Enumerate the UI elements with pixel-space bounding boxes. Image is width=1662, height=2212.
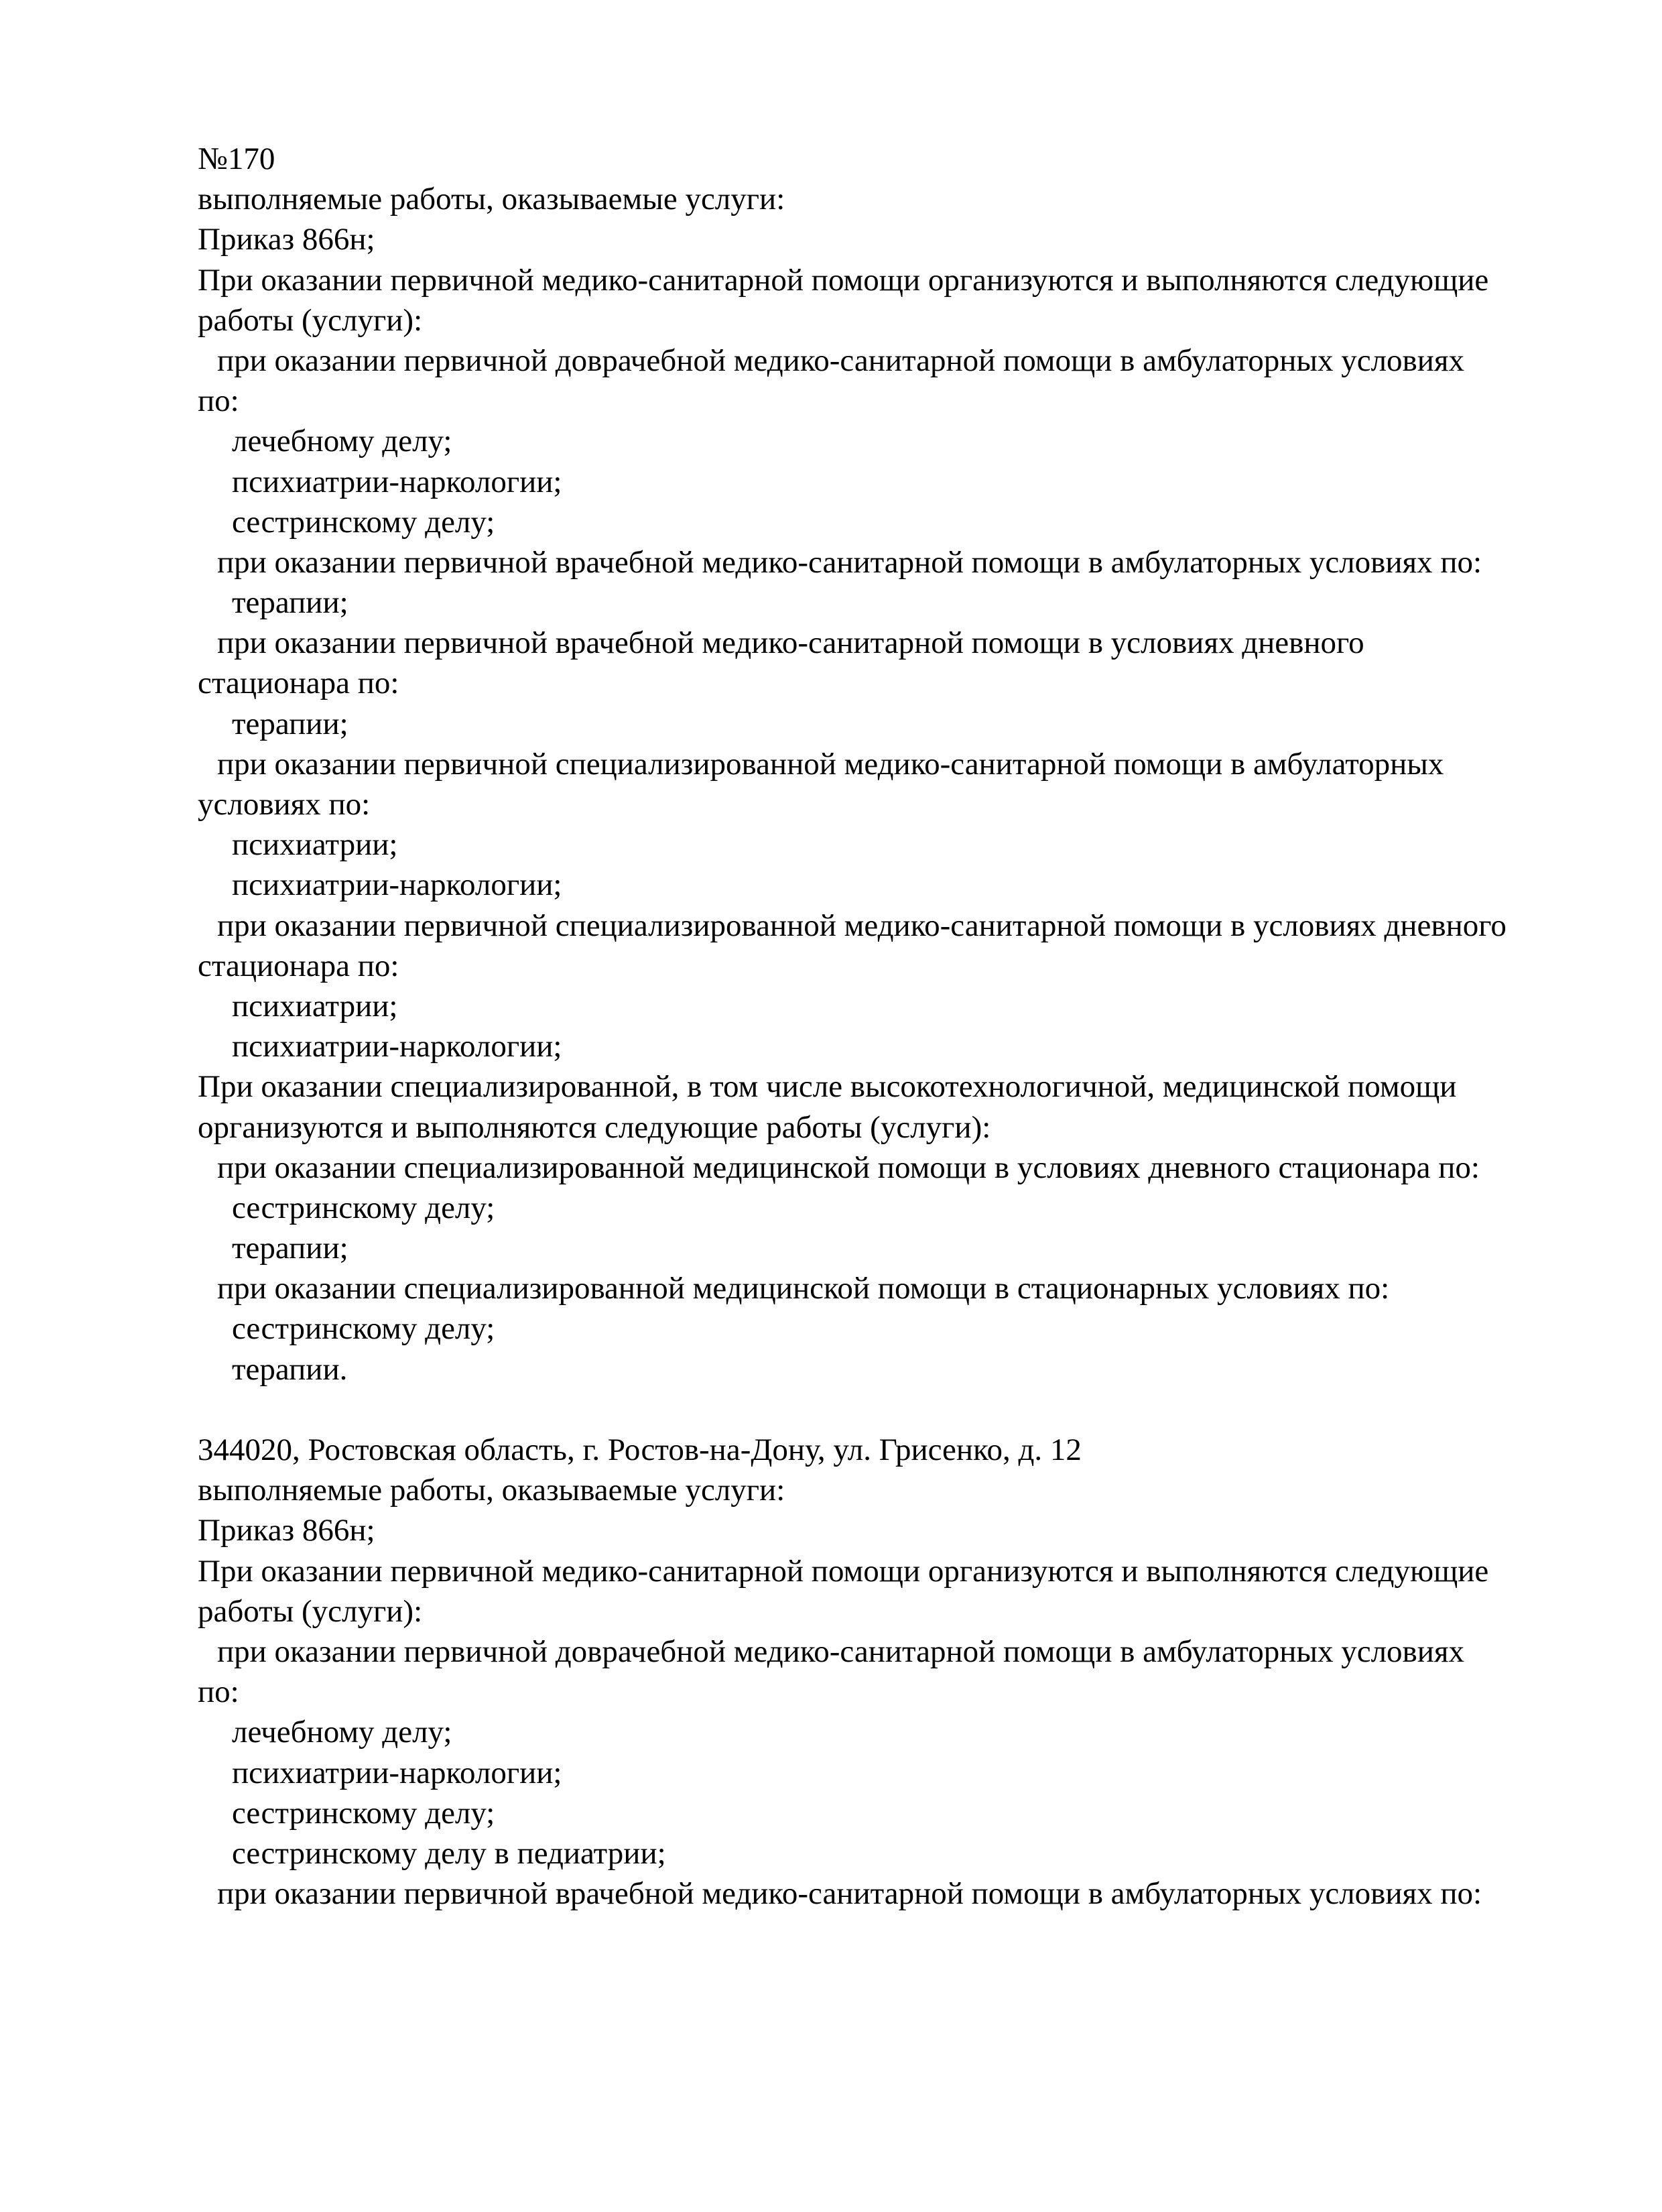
doc-line: терапии; (232, 1231, 348, 1266)
doc-line: при оказании первичной специализированной медико-санитарной помощи в условиях дневного (217, 908, 1507, 943)
doc-line: организуются и выполняются следующие работы (услуги): (198, 1109, 991, 1145)
doc-line: Приказ 866н; (198, 222, 375, 257)
doc-line: при оказании специализированной медицинской помощи в условиях дневного стационара по: (217, 1150, 1480, 1185)
doc-line: по: (198, 1674, 239, 1710)
doc-line: выполняемые работы, оказываемые услуги: (198, 182, 785, 217)
doc-line: психиатрии-наркологии; (232, 1755, 562, 1790)
doc-line: терапии; (232, 585, 348, 621)
doc-line: при оказании первичной доврачебной медико-санитарной помощи в амбулаторных условиях (217, 1634, 1465, 1669)
doc-line: при оказании первичной врачебной медико-санитарной помощи в амбулаторных условиях по: (217, 544, 1482, 580)
doc-line: терапии. (232, 1351, 348, 1387)
doc-line: №170 (198, 141, 275, 176)
doc-line: работы (услуги): (198, 302, 423, 338)
doc-line: сестринскому делу; (232, 1190, 495, 1225)
doc-line: стационара по: (198, 666, 399, 701)
doc-line: психиатрии; (232, 827, 398, 863)
doc-line: при оказании первичной специализированной медико-санитарной помощи в амбулаторных (217, 746, 1444, 782)
doc-line: психиатрии-наркологии; (232, 464, 562, 499)
doc-line: выполняемые работы, оказываемые услуги: (198, 1473, 785, 1508)
text-block (198, 139, 1595, 1914)
doc-line: При оказании первичной медико-санитарной помощи организуются и выполняются следующие (198, 1553, 1489, 1589)
doc-line: Приказ 866н; (198, 1513, 375, 1548)
doc-line: по: (198, 383, 239, 419)
doc-line: сестринскому делу; (232, 504, 495, 540)
doc-line: терапии; (232, 706, 348, 741)
doc-line: работы (услуги): (198, 1593, 423, 1629)
doc-line: 344020, Ростовская область, г. Ростов-на-Дону, ул. Грисенко, д. 12 (198, 1432, 1082, 1467)
doc-line: условиях по: (198, 787, 371, 822)
doc-line: психиатрии-наркологии; (232, 867, 562, 903)
doc-line: при оказании первичной доврачебной медико-санитарной помощи в амбулаторных условиях (217, 343, 1465, 378)
doc-line: лечебному делу; (232, 424, 452, 459)
doc-line: при оказании первичной врачебной медико-санитарной помощи в амбулаторных условиях по: (217, 1876, 1482, 1912)
doc-line: сестринскому делу; (232, 1795, 495, 1831)
doc-blank-line (198, 1390, 1595, 1430)
doc-line: психиатрии-наркологии; (232, 1029, 562, 1064)
doc-line: психиатрии; (232, 988, 398, 1024)
doc-line: при оказании специализированной медицинской помощи в стационарных условиях по: (217, 1271, 1390, 1306)
doc-line: лечебному делу; (232, 1715, 452, 1750)
doc-line: При оказании специализированной, в том числе высокотехнологичной, медицинской помощи (198, 1069, 1457, 1105)
doc-line: стационара по: (198, 948, 399, 983)
doc-line: сестринскому делу в педиатрии; (232, 1835, 666, 1871)
doc-line: при оказании первичной врачебной медико-санитарной помощи в условиях дневного (217, 625, 1364, 661)
doc-line: При оказании первичной медико-санитарной помощи организуются и выполняются следующие (198, 262, 1489, 298)
doc-line: сестринскому делу; (232, 1311, 495, 1347)
